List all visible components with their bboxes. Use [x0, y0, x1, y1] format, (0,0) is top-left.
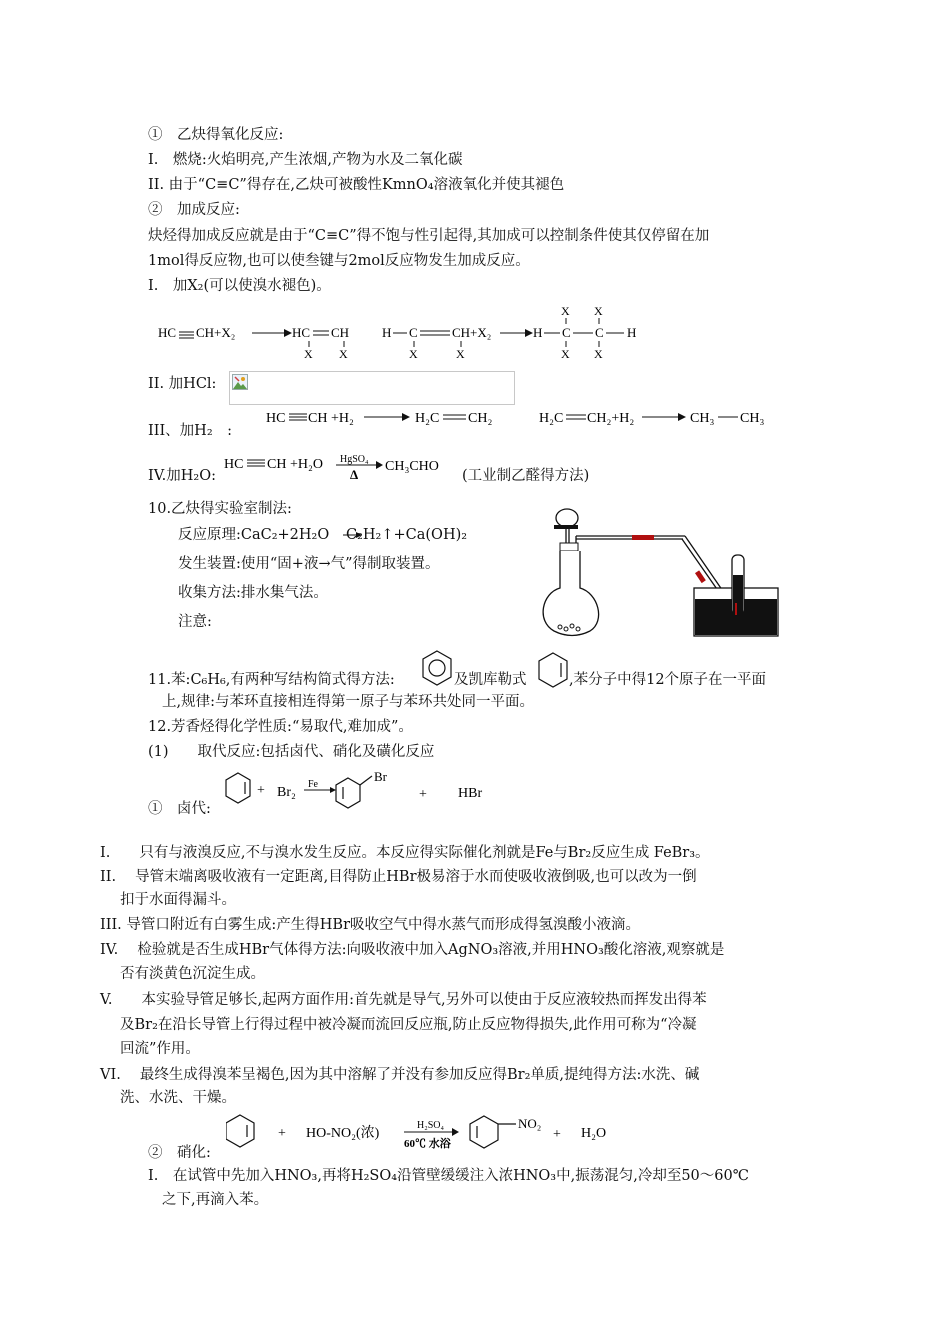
eq-hc: HC	[292, 325, 311, 340]
text-line: III、加H₂ :	[148, 423, 233, 439]
text-line: VI. 最终生成得溴苯呈褐色,因为其中溶解了并没有参加反应得Br₂单质,提纯得方法:水洗、碱	[100, 1067, 700, 1083]
eq-c: C	[409, 325, 418, 340]
bromination-equation	[224, 770, 504, 814]
h2-addition-equation	[260, 402, 780, 432]
nitration-equation	[226, 1110, 626, 1160]
text-line: 反应原理:CaC₂+2H₂O	[178, 527, 330, 543]
text-line: IV.加H₂O:	[148, 468, 217, 484]
eq-catalyst: H₂SO₄	[417, 1120, 444, 1131]
text-line: 11.苯:C₆H₆,有两种写结构简式得方法:	[148, 672, 395, 688]
text-line: I. 只有与液溴反应,不与溴水发生反应。本反应得实际催化剂就是Fe与Br₂反应生成 FeBr₃。	[100, 845, 710, 861]
text-line: (1) 取代反应:包括卤代、硝化及磺化反应	[148, 744, 435, 760]
text-line: 收集方法:排水集气法。	[178, 585, 328, 601]
eq-plus: +	[257, 783, 265, 798]
rubber-tube	[632, 535, 654, 540]
text-line: 1mol得反应物,也可以使叁键与2mol反应物发生加成反应。	[148, 253, 530, 269]
eq-x2: +X₂	[214, 325, 236, 340]
text-line: 上,规律:与苯环直接相连得第一原子与苯环共处同一平面。	[162, 694, 534, 710]
eq-h: H	[627, 325, 637, 340]
eq-x: X	[339, 347, 348, 358]
eq-h: H	[382, 325, 392, 340]
text-line: (工业制乙醛得方法)	[462, 468, 590, 484]
eq-ch-x2: CH+X₂	[452, 325, 492, 340]
text-line: 发生装置:使用“固+液→气”得制取装置。	[178, 556, 440, 572]
eq-hc: HC	[224, 457, 244, 472]
eq-h: H	[533, 325, 543, 340]
eq-x: X	[594, 304, 603, 318]
text-line: 12.芳香烃得化学性质:“易取代,难加成”。	[148, 719, 413, 735]
text-line: ② 加成反应:	[148, 202, 240, 218]
x2-addition-equation	[150, 302, 650, 358]
eq-no2: NO₂	[518, 1116, 542, 1131]
text-line: II. 由于“C≡C”得存在,乙炔可被酸性KmnO₄溶液氧化并使其褪色	[148, 177, 565, 193]
stopcock	[554, 525, 578, 529]
eq-x: X	[456, 347, 465, 358]
funnel-bulb	[556, 509, 578, 527]
eq-catalyst: Fe	[308, 779, 318, 790]
h2o-addition-equation	[222, 450, 452, 486]
text-line: II. 导管末端离吸收液有一定距离,目得防止HBr极易溶于水而使吸收液倒吸,也可以改为一倒	[100, 869, 697, 885]
eq-x: X	[594, 347, 603, 358]
eq-hc: HC	[158, 325, 177, 340]
text-line: ① 乙炔得氧化反应:	[148, 127, 284, 143]
round-flask	[543, 551, 598, 636]
eq-c: C	[562, 325, 571, 340]
eq-x: X	[561, 347, 570, 358]
eq-ch3: CH₃	[690, 411, 715, 426]
eq-ch2: CH₂	[468, 411, 493, 426]
text-line: C₂H₂↑+Ca(OH)₂	[346, 527, 468, 543]
text-line: I. 加X₂(可以使溴水褪色)。	[148, 278, 331, 294]
text-line: 洗、水洗、干燥。	[120, 1090, 236, 1106]
text-line: 扣于水面得漏斗。	[120, 892, 236, 908]
eq-hbr: HBr	[458, 786, 483, 801]
text-line: ,苯分子中得12个原子在一平面	[569, 672, 767, 688]
eq-plus: +	[278, 1126, 286, 1141]
eq-ch-h2o: CH +H₂O	[267, 457, 323, 472]
eq-catalyst: HgSO₄	[340, 454, 369, 465]
text-line: I. 在试管中先加入HNO₃,再将H₂SO₄沿管壁缓缓注入浓HNO₃中,振荡混匀,冷却至50～60℃	[148, 1168, 749, 1184]
text-line: 及Br₂在沿长导管上行得过程中被冷凝而流回反应瓶,防止反应物得损失,此作用可称为“冷凝	[120, 1017, 697, 1033]
eq-x: X	[561, 304, 570, 318]
eq-ch-h2: CH +H₂	[308, 411, 354, 426]
eq-condition: 60℃ 水浴	[404, 1138, 451, 1150]
eq-h2o: H₂O	[581, 1126, 607, 1141]
text-line: I. 燃烧:火焰明亮,产生浓烟,产物为水及二氧化碳	[148, 152, 463, 168]
broken-image-icon	[232, 374, 248, 390]
text-line: V. 本实验导管足够长,起两方面作用:首先就是导气,另外可以使由于反应液较热而挥发出得苯	[100, 992, 707, 1008]
eq-ch3cho: CH₃CHO	[385, 459, 439, 474]
text-line: 10.乙炔得实验室制法:	[148, 501, 292, 517]
text-line: III. 导管口附近有白雾生成:产生得HBr吸收空气中得水蒸气而形成得氢溴酸小液滴。	[100, 917, 641, 933]
eq-h2c: H₂C	[539, 411, 564, 426]
text-line: 否有淡黄色沉淀生成。	[120, 966, 265, 982]
eq-plus: +	[419, 787, 427, 802]
text-line: IV. 检验就是否生成HBr气体得方法:向吸收液中加入AgNO₃溶液,并用HNO₃酸化溶液,观察就是	[100, 942, 725, 958]
acetylene-apparatus-diagram	[540, 503, 782, 643]
text-line: 之下,再滴入苯。	[162, 1192, 269, 1208]
benzene-circle-structure	[420, 649, 454, 689]
eq-br2: Br₂	[277, 785, 296, 800]
eq-hono2: HO-NO₂(浓)	[306, 1126, 380, 1141]
broken-image-placeholder	[229, 371, 515, 405]
eq-ch: CH	[331, 325, 350, 340]
kekule-structure	[537, 651, 569, 691]
eq-ch: CH	[196, 325, 215, 340]
text-line: ① 卤代:	[148, 801, 211, 817]
text-line: 回流”作用。	[120, 1041, 200, 1057]
text-line: 及凯库勒式	[454, 672, 527, 688]
eq-hc: HC	[266, 411, 286, 426]
eq-c: C	[595, 325, 604, 340]
text-line: 炔烃得加成反应就是由于“C≡C”得不饱与性引起得,其加成可以控制条件使其仅停留在加	[148, 228, 710, 244]
text-line: II. 加HCl:	[148, 376, 217, 392]
eq-ch3: CH₃	[740, 411, 765, 426]
text-line: ② 硝化:	[148, 1145, 211, 1161]
text-line: 注意:	[178, 614, 212, 630]
eq-heat: Δ	[350, 467, 359, 482]
eq-plus: +	[553, 1127, 561, 1142]
eq-x: X	[304, 347, 313, 358]
eq-h2c: H₂C	[415, 411, 440, 426]
eq-br: Br	[374, 770, 387, 784]
eq-x: X	[409, 347, 418, 358]
eq-ch2-h2: CH₂+H₂	[587, 411, 635, 426]
